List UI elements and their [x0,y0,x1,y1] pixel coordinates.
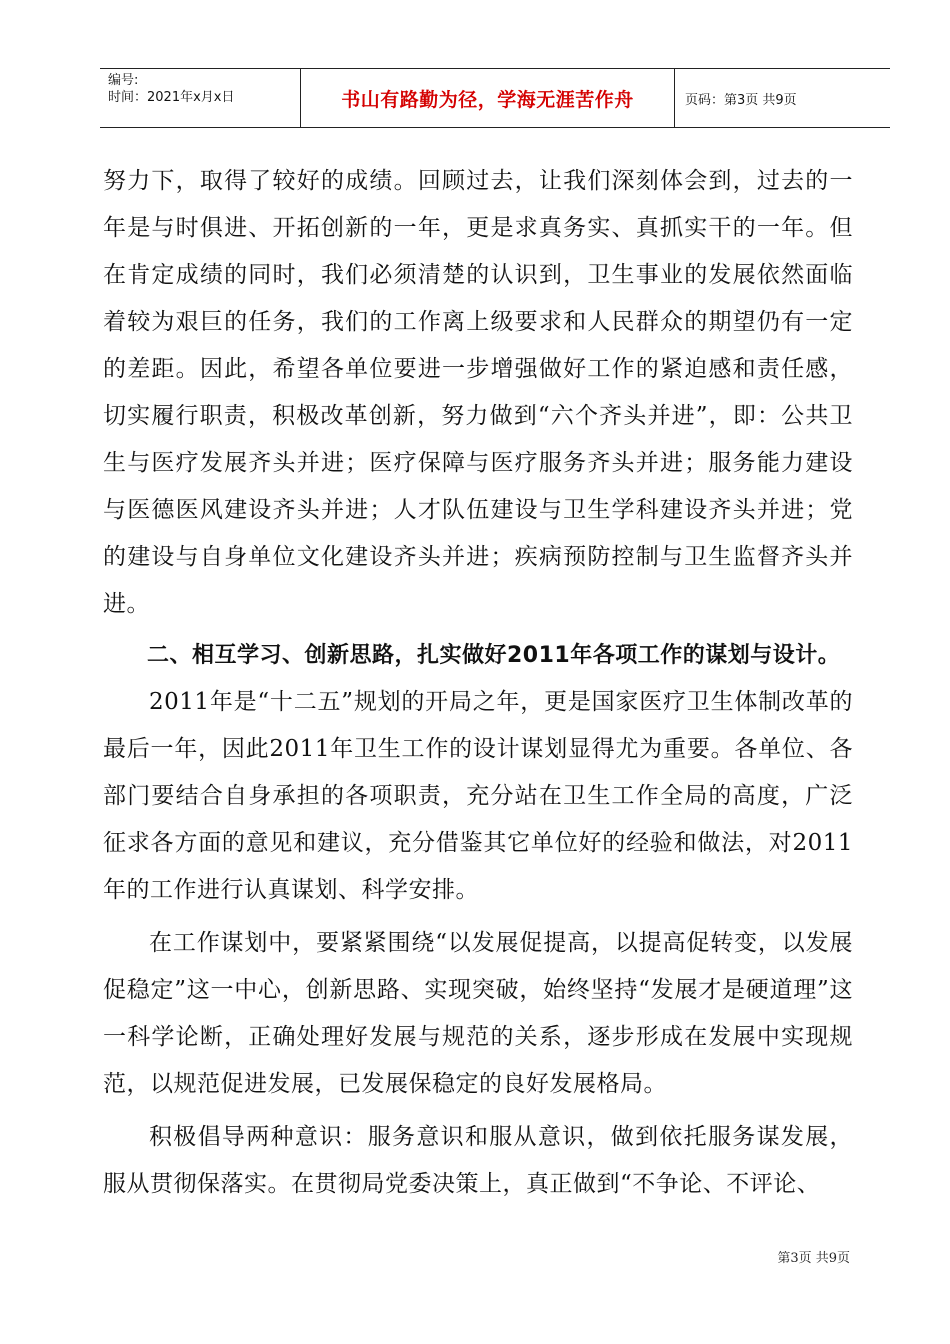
header-meta [100,69,301,127]
section-heading: 二、相互学习、创新思路，扎实做好2011年各项工作的谋划与设计。 [147,643,841,668]
page-footer: 第3页 共9页 [777,1251,850,1266]
body-paragraph: 积极倡导两种意识：服务意识和服从意识，做到依托服务谋发展，服从贯彻保落实。在贯彻局党委决策上，真正做到“不争论、不评论、 [103,1124,853,1197]
body-paragraph: 2011年是“十二五”规划的开局之年，更是国家医疗卫生体制改革的最后一年，因此2011年卫生工作的设计谋划显得尤为重要。各单位、各部门要结合自身承担的各项职责，充分站在卫生工作全局的高度，广泛征求各方面的意见和建议，充分借鉴其它单位好的经验和做法，对2011年的工作进行认真谋划、科学安排。 [103,689,853,903]
header-slogan: 书山有路勤为径，学海无涯苦作舟 [301,69,675,127]
header-page-number: 页码：第3页 共9页 [685,92,797,108]
document-number-label: 编号: [108,73,139,88]
page-header [100,68,890,128]
document-time-label: 时间：2021年x月x日 [108,90,235,105]
body-paragraph: 在工作谋划中，要紧紧围绕“以发展促提高，以提高促转变，以发展促稳定”这一中心，创新思路、实现突破，始终坚持“发展才是硬道理”这一科学论断，正确处理好发展与规范的关系，逐步形成在发展中实现规范，以规范促进发展，已发展保稳定的良好发展格局。 [103,930,853,1097]
body-paragraph: 努力下，取得了较好的成绩。回顾过去，让我们深刻体会到，过去的一年是与时俱进、开拓创新的一年，更是求真务实、真抓实干的一年。但在肯定成绩的同时，我们必须清楚的认识到，卫生事业的发展依然面临着较为艰巨的任务，我们的工作离上级要求和人民群众的期望仍有一定的差距。因此，希望各单位要进一步增强做好工作的紧迫感和责任感，切实履行职责，积极改革创新，努力做到“六个齐头并进”，即：公共卫生与医疗发展齐头并进；医疗保障与医疗服务齐头并进；服务能力建设与医德医风建设齐头并进；人才队伍建设与卫生学科建设齐头并进；党的建设与自身单位文化建设齐头并进；疾病预防控制与卫生监督齐头并进。 [103,168,853,617]
document-body [103,158,853,1208]
